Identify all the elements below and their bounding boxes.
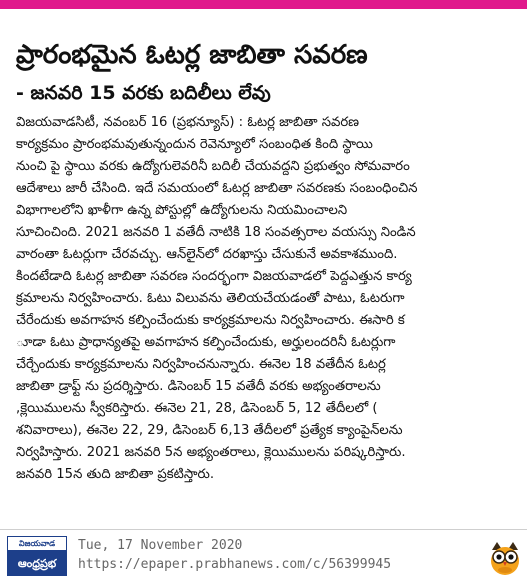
subheadline: - జనవరి 15 వరకు బదిలీలు లేవు: [16, 82, 271, 104]
article-body-line: జాబితా డ్రాఫ్ట్ ను ప్రదర్శిస్తారు. డిసెంబర్ 15 వతేదీ వరకు అభ్యంతరాలను: [16, 379, 381, 394]
top-accent-bar: [0, 0, 527, 9]
article-body-line: క్రమాలను నిర్వహించారు. ఓటు విలువను తెలియచేయడంతో పాటు, ఓటరుగా: [16, 291, 405, 306]
newspaper-masthead-logo[interactable]: [7, 536, 67, 576]
article-body-line: సూచించింది. 2021 జనవరి 1 వతేదీ నాటికి 18 సంవత్సరాల వయస్సు నిండిన: [16, 225, 416, 240]
article-body-line: విభాగాలలోని ఖాళీగా ఉన్న పోస్టుల్లో ఉద్యోగులను నియమించాలని: [16, 203, 348, 218]
article-body-line: విజయవాడసిటీ, నవంబర్ 16 (ప్రభన్యూస్) : ఓటర్ల జాబితా సవరణ: [16, 115, 360, 130]
article-url-link[interactable]: https://epaper.prabhanews.com/c/56399945: [78, 557, 392, 572]
article-body-line: నుంచి పై స్థాయి వరకు ఉద్యోగులెవరినీ బదిలీ చేయవద్దని ప్రభుత్వం సోమవారం: [16, 159, 410, 174]
article-body-line: కార్యక్రమం ప్రారంభమవుతున్నందున రెవెన్యూలో సంబంధిత కింది స్థాయి: [16, 137, 373, 152]
article-body-line: వారంతా ఓటర్లుగా చేరవచ్చు. ఆన్‌లైన్‌లో దరఖాస్తు చేసుకునే అవకాశముంది.: [16, 247, 398, 262]
footer: [0, 529, 527, 581]
article-body-line: ,క్లెయిములను స్వీకరిస్తారు. ఈనెల 21, 28, డిసెంబర్ 5, 12 తేదీలలో (: [16, 401, 378, 416]
article-body-line: ఆదేశాలు జారీ చేసింది. ఇదే సమయంలో ఓటర్ల జాబితా సవరణకు సంబంధించిన: [16, 181, 418, 196]
article-body-line: కిందటేడాది ఓటర్ల జాబితా సవరణ సందర్భంగా విజయవాడలో పెద్దఎత్తున కార్య: [16, 269, 412, 284]
article-body-line: నిర్వహిస్తారు. 2021 జనవరి 5న అభ్యంతరాలు, క్లెయిములను పరిష్కరిస్తారు.: [16, 445, 406, 460]
article-body-line: చేర్చేందుకు కార్యక్రమాలను నిర్వహించనున్నారు. ఈనెల 18 వతేదీన ఓటర్ల: [16, 357, 386, 372]
masthead-title: ఆంధ్రప్రభ: [17, 557, 57, 570]
owl-icon[interactable]: [488, 540, 522, 576]
masthead-edition: విజయవాడ: [7, 536, 67, 551]
article-body-line: జనవరి 15న తుది జాబితా ప్రకటిస్తారు.: [16, 467, 215, 482]
article-body: [16, 112, 516, 486]
article-body-line: చేరేందుకు అవగాహన కల్పించేందుకు కార్యక్రమాలను నిర్వహించారు. ఈసారి క: [16, 313, 405, 328]
article-body-line: ూడా ఓటు ప్రాధాన్యతపై అవగాహన కల్పించేందుకు, అర్హులందరినీ ఓటర్లుగా: [16, 335, 396, 350]
headline: ప్రారంభమైన ఓటర్ల జాబితా సవరణ: [16, 40, 368, 70]
publication-date: Tue, 17 November 2020: [78, 538, 243, 553]
article-body-line: శనివారాలు), ఈనెల 22, 29, డిసెంబర్ 6,13 తేదీలలో ప్రత్యేక క్యాంపైన్‌లను: [16, 423, 403, 438]
article: [0, 9, 527, 529]
